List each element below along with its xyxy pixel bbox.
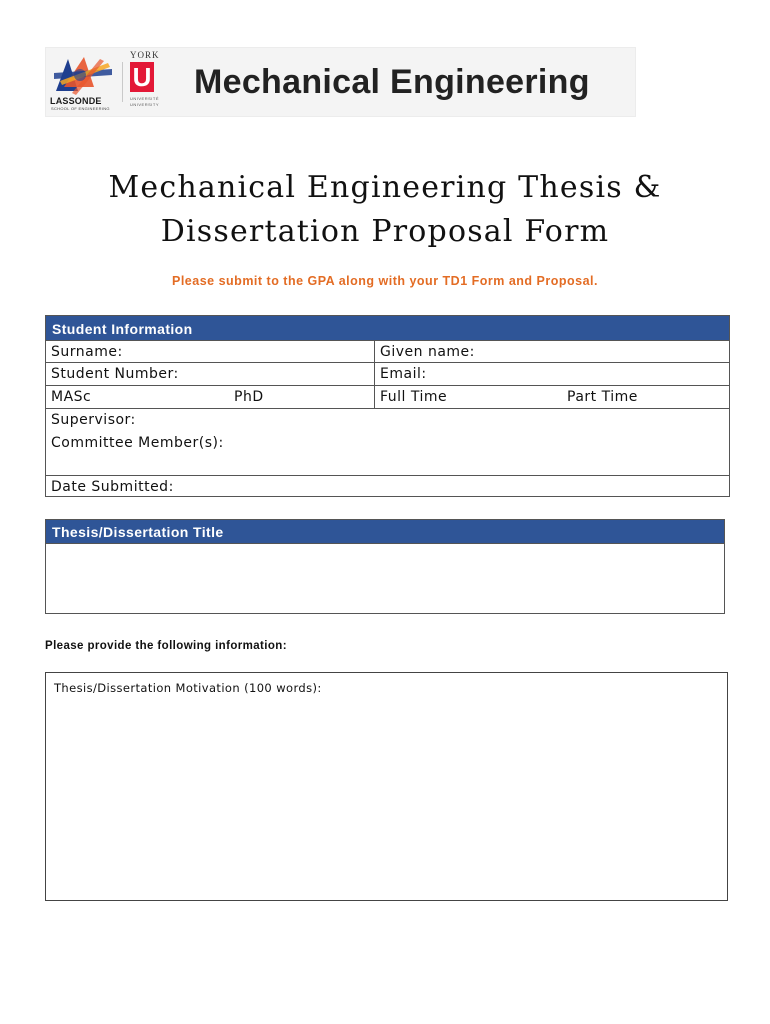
form-title-line-2: Dissertation Proposal Form	[160, 214, 610, 249]
form-title-line-1: Mechanical Engineering Thesis &	[108, 170, 662, 205]
thesis-title-input[interactable]	[51, 548, 716, 608]
student-number-field[interactable]: Student Number:	[51, 366, 179, 382]
submission-instruction: Please submit to the GPA along with your TD1 Form and Proposal.	[172, 274, 598, 288]
thesis-title-table	[45, 519, 725, 614]
column-divider	[374, 340, 375, 408]
motivation-label: Thesis/Dissertation Motivation (100 words):	[54, 681, 322, 695]
york-wordmark: YORK	[130, 50, 160, 60]
york-subtitle-2: UNIVERSITY	[130, 102, 160, 107]
email-field[interactable]: Email:	[380, 366, 427, 382]
lassonde-logo	[50, 51, 116, 113]
thesis-title-header: Thesis/Dissertation Title	[46, 520, 724, 543]
york-subtitle-1: UNIVERSITÉ	[130, 96, 160, 101]
surname-field[interactable]: Surname:	[51, 344, 123, 360]
motivation-textarea[interactable]	[45, 672, 728, 901]
banner-title: Mechanical Engineering	[194, 63, 590, 101]
committee-members-field[interactable]: Committee Member(s):	[51, 435, 224, 451]
student-information-table	[45, 315, 730, 497]
lassonde-logo-mark	[50, 51, 116, 97]
student-information-header: Student Information	[46, 316, 729, 340]
lassonde-subtitle: SCHOOL OF ENGINEERING	[51, 106, 110, 111]
part-time-option[interactable]: Part Time	[567, 389, 638, 405]
lassonde-wordmark: LASSONDE	[50, 96, 102, 106]
york-logo	[122, 50, 166, 112]
full-time-option[interactable]: Full Time	[380, 389, 448, 405]
masc-option[interactable]: MASc	[51, 389, 92, 405]
row-divider	[46, 408, 729, 409]
supervisor-field[interactable]: Supervisor:	[51, 412, 136, 428]
header-banner	[45, 47, 636, 117]
date-submitted-field[interactable]: Date Submitted:	[51, 479, 174, 495]
given-name-field[interactable]: Given name:	[380, 344, 475, 360]
phd-option[interactable]: PhD	[234, 389, 264, 405]
provide-information-heading: Please provide the following information:	[45, 640, 287, 652]
york-u-mark: U	[130, 62, 154, 92]
row-divider	[46, 543, 724, 544]
logo-divider	[122, 62, 123, 102]
